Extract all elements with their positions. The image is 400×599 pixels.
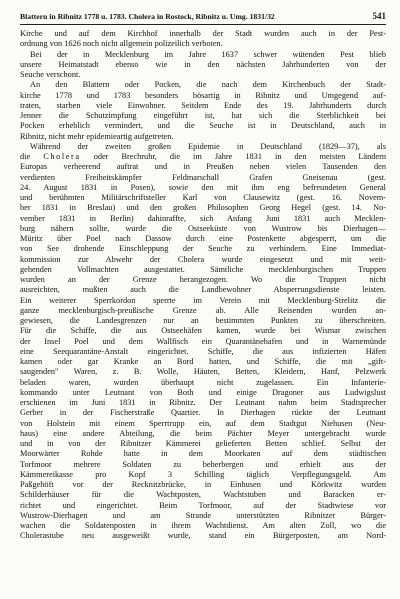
text-line: Schilderhäuser für die Wachtposten, Wachtstuben und Baracken er- — [20, 490, 386, 500]
text-line: Torfmoor mehrere Soldaten zu beherbergen und erhielt aus der — [20, 459, 386, 469]
text-line: Für die Schiffe, die aus Ostseehäfen kamen, wurde bei Wismar zwischen — [20, 326, 386, 336]
text-line: kommission zur Abwehr der Cholera wurde eingesetzt und mit weit- — [20, 254, 386, 264]
header-rule — [20, 24, 386, 25]
text-line: die Cholera oder Brechruhr, die im Jahre 1831 in den meisten Ländern — [20, 152, 386, 161]
text-line: unsere Heimatstadt ebenso wie in den nächsten Jahrhunderten von der — [20, 59, 386, 69]
text-line: richtet und eingerichtet. Beim Torfmoor, auf der Stadtwiese vor — [20, 500, 386, 510]
text-line: verdienten Freiheitskämpfer Feldmarschall Grafen Gneisenau (gest. — [20, 172, 386, 182]
text-line: gehenden Vollmachten ausgestattet. Sämtliche mecklenburgischen Truppen — [20, 264, 386, 274]
text-line: ganze mecklenburgisch-preußische Grenze ab. Alle Reisenden wurden an- — [20, 305, 386, 315]
text-line: gewiesen, die Landesgrenzen nur an bestimmten Punkten zu überschreiten. — [20, 316, 386, 325]
text-line: kamen oder gar Kranke an Bord hatten, und Schiffe, die mit „gift- — [20, 357, 386, 366]
text-line: ber 1831 in Breslau) und den großen Philosophen Georg Hegel (gest. 14. No- — [20, 203, 386, 213]
text-line: von See drohende Einschleppung der Seuche zu verhindern. Eine Immediat- — [20, 244, 386, 254]
running-header — [20, 8, 386, 21]
text-line: erschienen im Juni 1831 in Ribnitz. Der Leutnant nahm beim Stadtsprecher — [20, 398, 386, 407]
text-line: der Insel Poel und dem Wallfisch ein Quarantänehafen und in Warnemünde — [20, 336, 386, 346]
text-line: Müritz über Poel nach Dassow durch eine Postenkette abgesperrt, um die — [20, 234, 386, 243]
text-line: Jenner die Schutzimpfung eingeführt ist, hat sich die Sterblichkeit bei — [20, 111, 386, 120]
page-number: 541 — [372, 11, 386, 21]
text-line: und berühmten Militärschriftsteller Karl von Clausewitz (gest. 16. Novem- — [20, 193, 386, 202]
running-title: Blattern in Ribnitz 1778 u. 1783. Cholera in Rostock, Ribnitz u. Umg. 1831/32 — [20, 12, 275, 21]
text-line: Ein weiterer Sperrkordon sperrte im Verein mit Mecklenburg-Strelitz die — [20, 295, 386, 305]
text-line: wachen die Soldatenposten in ihrem Wachtdienst. Am alten Zoll, wo die — [20, 521, 386, 530]
text-line: burg nähern sollte, wurde die Ostseeküste von Wustrow bis Dierhagen— — [20, 223, 386, 233]
text-line: eine Seequarantäne-Anstalt eingerichtet. Schiffe, die aus infizierten Häfen — [20, 346, 386, 356]
text-line: Gerber in der Fischerstraße Quartier. In Dierhagen rückte der Leutnant — [20, 408, 386, 418]
text-line: haus) eine andere Abteilung, die beim Pächter Meyer untergebracht wurde — [20, 428, 386, 438]
text-line: Moorwärter Rohde hatte in dem Moorkaten auf dem städtischen — [20, 449, 386, 459]
text-line: Seuche verschont. — [20, 70, 81, 79]
text-line: traten, starben viele Einwohner. Seitdem Ende des 19. Jahrhunderts durch — [20, 100, 386, 110]
text-line: An den Blattern oder Pocken, die nach dem Kirchenbuch der Stadt- — [30, 80, 386, 90]
text-line: ordnung von 1626 noch nicht allgemein polizeilich verboten. — [20, 39, 223, 49]
text-line: wurden an der Grenze herangezogen. Wo die Truppen nicht — [20, 275, 386, 284]
text-line: beladen waren, wurden überhaupt nicht zugelassen. Ein Infanterie- — [20, 377, 386, 387]
body-text — [20, 29, 386, 542]
text-line: kirche 1778 und 1783 besonders bösartig in Ribnitz und Umgegend auf- — [20, 90, 386, 100]
text-line: Ribnitz, nicht mehr epidemieartig aufgetreten. — [20, 131, 174, 141]
text-line: kommando unter Leutnant von Both und einige Dragoner aus Ludwigslust — [20, 387, 386, 397]
text-line: Kämmereikasse pro Kopf 3 Schilling täglich Verpflegungsgeld. Am — [20, 469, 386, 479]
text-line: Paßgehöft vor der Recknitzbrücke, in Einhusen und Körkwitz wurden — [20, 480, 386, 489]
text-line: Wustrow-Dierhagen und am Strande unterstützten Ribnitzer Bürger- — [20, 510, 386, 520]
spaced-word: Cholera — [43, 152, 81, 161]
text-line: Cholerastube neu ausgeweißt wurde, stand ein Bürgerposten, am Nord- — [20, 531, 386, 541]
text-line: Während der zweiten großen Epidemie in Deutschland (1829—37), als — [30, 141, 386, 151]
text-line: Europas verheerend auftrat und in Preußen neben vielen Tausenden den — [20, 162, 386, 172]
text-line: Pocken erheblich vermindert, und die Seuche ist in Deutschland, auch in — [20, 121, 386, 131]
text-line: vember 1831 in Berlin) dahinraffte, sich Anfang Juni 1831 auch Mecklen- — [20, 213, 386, 223]
text-line: und in von der Ribnitzer Kämmerei gelieferten Betten schlief. Selbst der — [20, 439, 386, 448]
text-line: saugenden" Waren, z. B. Wolle, Häuten, Betten, Kleidern, Hanf, Pelzwerk — [20, 367, 386, 377]
text-line: Bei der in Mecklenburg im Jahre 1637 schwer wütenden Pest blieb — [30, 49, 386, 59]
text-line: Kirche und auf dem Kirchhof innerhalb der Stadt wurden auch in der Pest- — [20, 29, 386, 38]
text-line: 24. August 1831 in Posen), sowie den mit ihm eng befreundeten General — [20, 182, 386, 192]
text-line: ausreichten, mußten auch die Landbewohner Absperrungsdienste leisten. — [20, 285, 386, 295]
text-line: von Holstein mit einem Sperrtrupp ein, auf dem Stadtgut Niehusen (Neu- — [20, 418, 386, 428]
